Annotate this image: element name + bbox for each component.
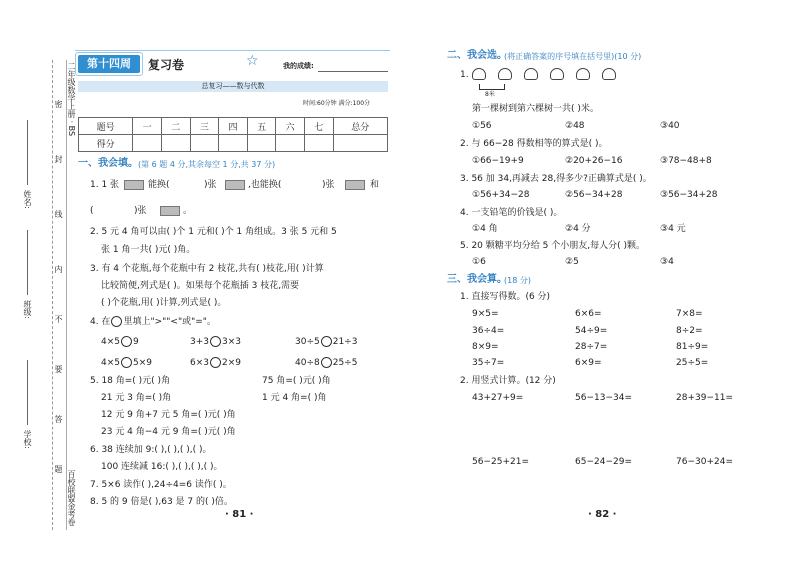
score-input-cell[interactable] <box>276 135 305 152</box>
q4-expr <box>190 357 241 369</box>
table-cell: 总分 <box>333 118 387 135</box>
calc-item: 9×5= <box>472 309 499 319</box>
expr: 4×5 <box>101 337 120 347</box>
option[interactable]: ③40 <box>660 121 680 131</box>
q4-expr <box>101 336 139 348</box>
table-cell: 五 <box>247 118 276 135</box>
calc-item: 8÷2= <box>676 326 703 336</box>
calc-item: 28+39−11= <box>676 393 733 403</box>
option[interactable]: ①56+34−28 <box>472 190 530 200</box>
expr: 3+3 <box>190 337 209 347</box>
calc-item: 76−30+24= <box>676 457 733 467</box>
expr: 9 <box>133 337 139 347</box>
q1-text: 第一棵树到第六棵树一共( )米。 <box>472 104 599 114</box>
calc-item: 28÷7= <box>575 342 608 352</box>
table-cell: 题号 <box>79 118 133 135</box>
option[interactable]: ①6 <box>472 257 486 267</box>
class-label: 班级: <box>23 300 32 319</box>
expr: 40÷8 <box>295 358 320 368</box>
q5-line: 5. 18 角=( )元( )角 <box>90 376 171 386</box>
section1-title: 一、我会填。 <box>78 158 138 169</box>
score-input-cell[interactable] <box>219 135 248 152</box>
compare-circle[interactable] <box>210 357 221 368</box>
cut-char: 内 <box>54 265 63 273</box>
circle-icon <box>111 316 122 327</box>
option[interactable]: ③56−34+28 <box>660 190 718 200</box>
table-cell: 七 <box>304 118 333 135</box>
subtitle-band: 总复习——数与代数 <box>78 81 388 92</box>
q5-line: 12 元 9 角+7 元 5 角=( )元( )角 <box>101 410 236 420</box>
q6-line: 6. 38 连续加 9:( ),( ),( ),( )。 <box>90 445 212 455</box>
score-input-cell[interactable] <box>333 135 387 152</box>
table-cell: 六 <box>276 118 305 135</box>
q4-title-part: 4. 在 <box>90 317 111 327</box>
calc-item: 56−25+21= <box>472 457 529 467</box>
name-label: 姓名: <box>23 190 32 209</box>
score-input-cell[interactable] <box>133 135 162 152</box>
table-cell: 二 <box>161 118 190 135</box>
q1-part: 。 <box>183 206 193 216</box>
option[interactable]: ③78−48+8 <box>660 156 712 166</box>
cut-char: 封 <box>54 155 63 163</box>
q4-title-part: 里填上">""<"或"="。 <box>123 317 216 327</box>
star-icon: ☆ <box>246 53 259 69</box>
option[interactable]: ②4 分 <box>565 224 591 234</box>
expr: 3×3 <box>222 337 241 347</box>
q4-title <box>90 316 216 328</box>
compare-circle[interactable] <box>321 357 332 368</box>
score-input-cell[interactable] <box>190 135 219 152</box>
tree-icon <box>602 68 616 80</box>
q2-text: 2. 与 66−28 得数相等的算式是( )。 <box>460 139 608 149</box>
q1-part: ,也能换( <box>248 180 282 190</box>
page-number: · 81 · <box>225 509 254 520</box>
banknote-icon <box>345 180 365 190</box>
tree-icon <box>576 68 590 80</box>
q1-part: ( <box>90 206 94 216</box>
banknote-icon <box>160 206 180 216</box>
time-info: 时间:60分钟 满分:100分 <box>303 100 371 107</box>
school-underline <box>27 360 28 425</box>
tree-icon <box>524 68 538 80</box>
calc1-title: 1. 直接写得数。(6 分) <box>460 292 551 302</box>
score-underline <box>318 71 388 72</box>
tree-icon <box>550 68 564 80</box>
q1-part: 和 <box>370 180 380 190</box>
q1-part: 能换( <box>148 180 170 190</box>
calc-item: 43+27+9= <box>472 393 524 403</box>
q7-line: 7. 5×6 读作( ),24÷4=6 读作( )。 <box>90 480 232 490</box>
table-cell: 得分 <box>79 135 133 152</box>
q3-text: 3. 56 加 34,再减去 28,得多少?正确算式是( )。 <box>460 174 652 184</box>
q5-text: 5. 20 颗糖平均分给 5 个小朋友,每人分( )颗。 <box>460 241 645 251</box>
calc-item: 6×6= <box>575 309 602 319</box>
calc-item: 8×9= <box>472 342 499 352</box>
compare-circle[interactable] <box>121 357 132 368</box>
expr: 21÷3 <box>332 337 358 347</box>
q4-expr <box>295 336 357 348</box>
score-table <box>78 117 388 152</box>
expr: 25÷5 <box>332 358 358 368</box>
cut-char: 要 <box>54 365 63 373</box>
table-cell: 一 <box>133 118 162 135</box>
book-label: 二年级数学上册 · BS <box>67 62 76 137</box>
calc-item: 6×9= <box>575 358 602 368</box>
q1-part: 1. 1 张 <box>90 180 120 190</box>
cut-char: 不 <box>54 315 63 323</box>
q4-expr <box>295 357 357 369</box>
table-row <box>79 118 388 135</box>
option[interactable]: ①56 <box>472 121 492 131</box>
q5-line: 1 元 4 角=( )角 <box>262 393 327 403</box>
class-underline <box>27 230 28 295</box>
expr: 6×3 <box>190 358 209 368</box>
section2-title: 二、我会选。 <box>447 50 507 61</box>
score-input-cell[interactable] <box>161 135 190 152</box>
calc-item: 56−13−34= <box>575 393 632 403</box>
option[interactable]: ③4 <box>660 257 674 267</box>
q8-line: 8. 5 的 9 倍是( ),63 是 7 的( )倍。 <box>90 497 233 507</box>
calc2-title: 2. 用竖式计算。(12 分) <box>460 376 556 386</box>
expr: 2×9 <box>222 358 241 368</box>
q1-part: )张 <box>204 180 217 190</box>
q5-line: 75 角=( )元( )角 <box>262 376 331 386</box>
score-input-cell[interactable] <box>247 135 276 152</box>
name-underline <box>27 120 28 185</box>
q3-line: ( )个花瓶,用( )计算,列式是( )。 <box>101 298 227 308</box>
option[interactable]: ①66−19+9 <box>472 156 524 166</box>
table-cell: 四 <box>219 118 248 135</box>
calc-item: 65−24−29= <box>575 457 632 467</box>
q1-part: )张 <box>322 180 335 190</box>
q4-expr <box>190 336 241 348</box>
compare-circle[interactable] <box>321 336 332 347</box>
banknote-icon <box>225 180 245 190</box>
q1-part: )张 <box>134 206 147 216</box>
school-label: 学校: <box>23 430 32 449</box>
q3-line: 比较简便,列式是( )。如果每个花瓶插 3 枝花,需要 <box>101 281 300 291</box>
expr: 4×5 <box>101 358 120 368</box>
section1-note: (第 6 题 4 分,其余每空 1 分,共 37 分) <box>138 160 276 169</box>
banknote-icon <box>124 180 144 190</box>
table-cell: 三 <box>190 118 219 135</box>
option[interactable]: ②5 <box>565 257 579 267</box>
cut-char: 密 <box>54 100 63 108</box>
page-title: 复习卷 <box>148 58 185 72</box>
tree-icon <box>498 68 512 80</box>
tree-icon <box>472 68 486 80</box>
score-input-cell[interactable] <box>304 135 333 152</box>
option[interactable]: ③4 元 <box>660 224 686 234</box>
q3-line: 3. 有 4 个花瓶,每个花瓶中有 2 枝花,共有( )枝花,用( )计算 <box>90 264 324 274</box>
option[interactable]: ②56−34+28 <box>565 190 623 200</box>
option[interactable]: ②48 <box>565 121 585 131</box>
q2-line: 2. 5 元 4 角可以由( )个 1 元和( )个 1 角组成。3 张 5 元和 5 <box>90 227 337 237</box>
calc-item: 36÷4= <box>472 326 505 336</box>
q2-line: 张 1 角一共( )元( )角。 <box>101 245 196 255</box>
section2-note: (将正确答案的序号填在括号里)(10 分) <box>504 52 642 61</box>
q1-label: 1. <box>460 70 469 80</box>
calc-item: 81÷9= <box>676 342 709 352</box>
q5-line: 23 元 4 角−4 元 9 角=( )元( )角 <box>101 427 236 437</box>
week-badge: 第十四周 <box>78 55 140 73</box>
cut-line <box>52 60 53 530</box>
compare-circle[interactable] <box>210 336 221 347</box>
q4-expr <box>101 357 152 369</box>
section3-title: 三、我会算。 <box>447 274 507 285</box>
binding-strip <box>18 60 76 530</box>
cut-char: 题 <box>54 465 63 473</box>
cut-char: 答 <box>54 415 63 423</box>
expr: 30÷5 <box>295 337 320 347</box>
distance-label: 8米 <box>485 91 495 98</box>
page-number: · 82 · <box>588 509 617 520</box>
table-row <box>79 135 388 152</box>
calc-item: 25÷5= <box>676 358 709 368</box>
cut-char: 线 <box>54 210 63 218</box>
option[interactable]: ①4 角 <box>472 224 498 234</box>
calc-item: 54÷9= <box>575 326 608 336</box>
q4-text: 4. 一支铅笔的价钱是( )。 <box>460 208 563 218</box>
calc-item: 35÷7= <box>472 358 505 368</box>
expr: 5×9 <box>133 358 152 368</box>
brand-label: 百校联盟金考卷 <box>67 470 76 526</box>
q5-line: 21 元 3 角=( )角 <box>101 393 172 403</box>
q6-line: 100 连续减 16:( ),( ),( ),( )。 <box>101 462 223 472</box>
compare-circle[interactable] <box>121 336 132 347</box>
option[interactable]: ②20+26−16 <box>565 156 623 166</box>
score-label: 我的成绩: <box>283 62 314 70</box>
calc-item: 7×8= <box>676 309 703 319</box>
section3-note: (18 分) <box>504 276 531 285</box>
